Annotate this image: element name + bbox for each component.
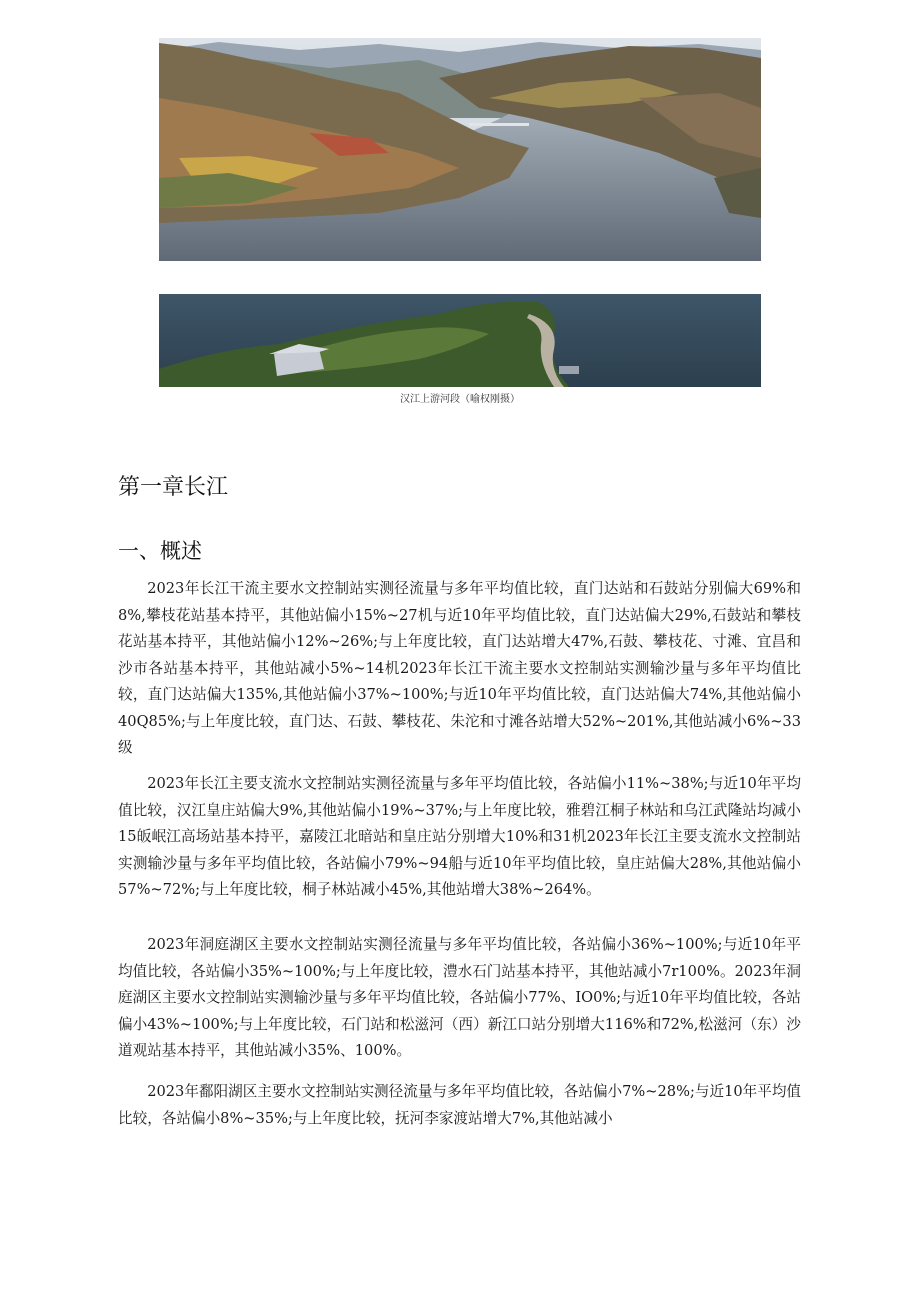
paragraph-main-stream: 2023年长江干流主要水文控制站实测径流量与多年平均值比较，直门达站和石鼓站分别偏大69%和8%,攀枝花站基本持平，其他站偏小15%~27机与近10年平均值比较，直门达站偏大29%,石鼓站和攀枝花站基本持平，其他站偏小12%~26%;与上年度比较，直门达站增大47%,石鼓、攀枝花、寸滩、宜昌和沙市各站基本持平，其他站减小5%~14机2023年长江干流主要水文控制站实测输沙量与多年平均值比较，直门达站偏大135%,其他站偏小37%~100%;与近10年平均值比较，直门达站偏大74%,其他站偏小40Q85%;与上年度比较，直门达、石鼓、攀枝花、朱沱和寸滩各站增大52%~201%,其他站减小6%~33级 — [118, 580, 801, 756]
paragraph-dongting-lake: 2023年洞庭湖区主要水文控制站实测径流量与多年平均值比较，各站偏小36%~100%;与近10年平均值比较，各站偏小35%~100%;与上年度比较，澧水石门站基本持平，其他站减小7r100%。2023年洞庭湖区主要水文控制站实测输沙量与多年平均值比较，各站偏小77%、IO0%;与近10年平均值比较，各站偏小43%~100%;与上年度比较，石门站和松滋河（西）新江口站分别增大116%和72%,松滋河（东）沙道观站基本持平，其他站减小35%、100%。 — [118, 936, 801, 1059]
photo-caption: 汉江上游河段（喻权刚摄） — [400, 394, 520, 405]
paragraph-poyang-lake: 2023年鄱阳湖区主要水文控制站实测径流量与多年平均值比较，各站偏小7%~28%;与近10年平均值比较，各站偏小8%~35%;与上年度比较，抚河李家渡站增大7%,其他站减小 — [118, 1083, 802, 1127]
paragraph-tributaries: 2023年长江主要支流水文控制站实测径流量与多年平均值比较，各站偏小11%~38%;与近10年平均值比较，汉江皇庄站偏大9%,其他站偏小19%~37%;与上年度比较，雅碧江桐子林站和乌江武隆站均减小15皈岷江高场站基本持平，嘉陵江北暗站和皇庄站分别增大10%和31机2023年长江主要支流水文控制站实测输沙量与多年平均值比较，各站偏小79%~94船与近10年平均值比较，皇庄站偏大28%,其他站偏小57%~72%;与上年度比较，桐子林站减小45%,其他站增大38%~264%。 — [118, 775, 801, 898]
reservoir-peninsula-photo — [159, 294, 761, 387]
section-title: 一、概述 — [118, 539, 202, 563]
river-valley-photo — [159, 38, 761, 261]
chapter-title: 第一章长江 — [118, 475, 229, 500]
